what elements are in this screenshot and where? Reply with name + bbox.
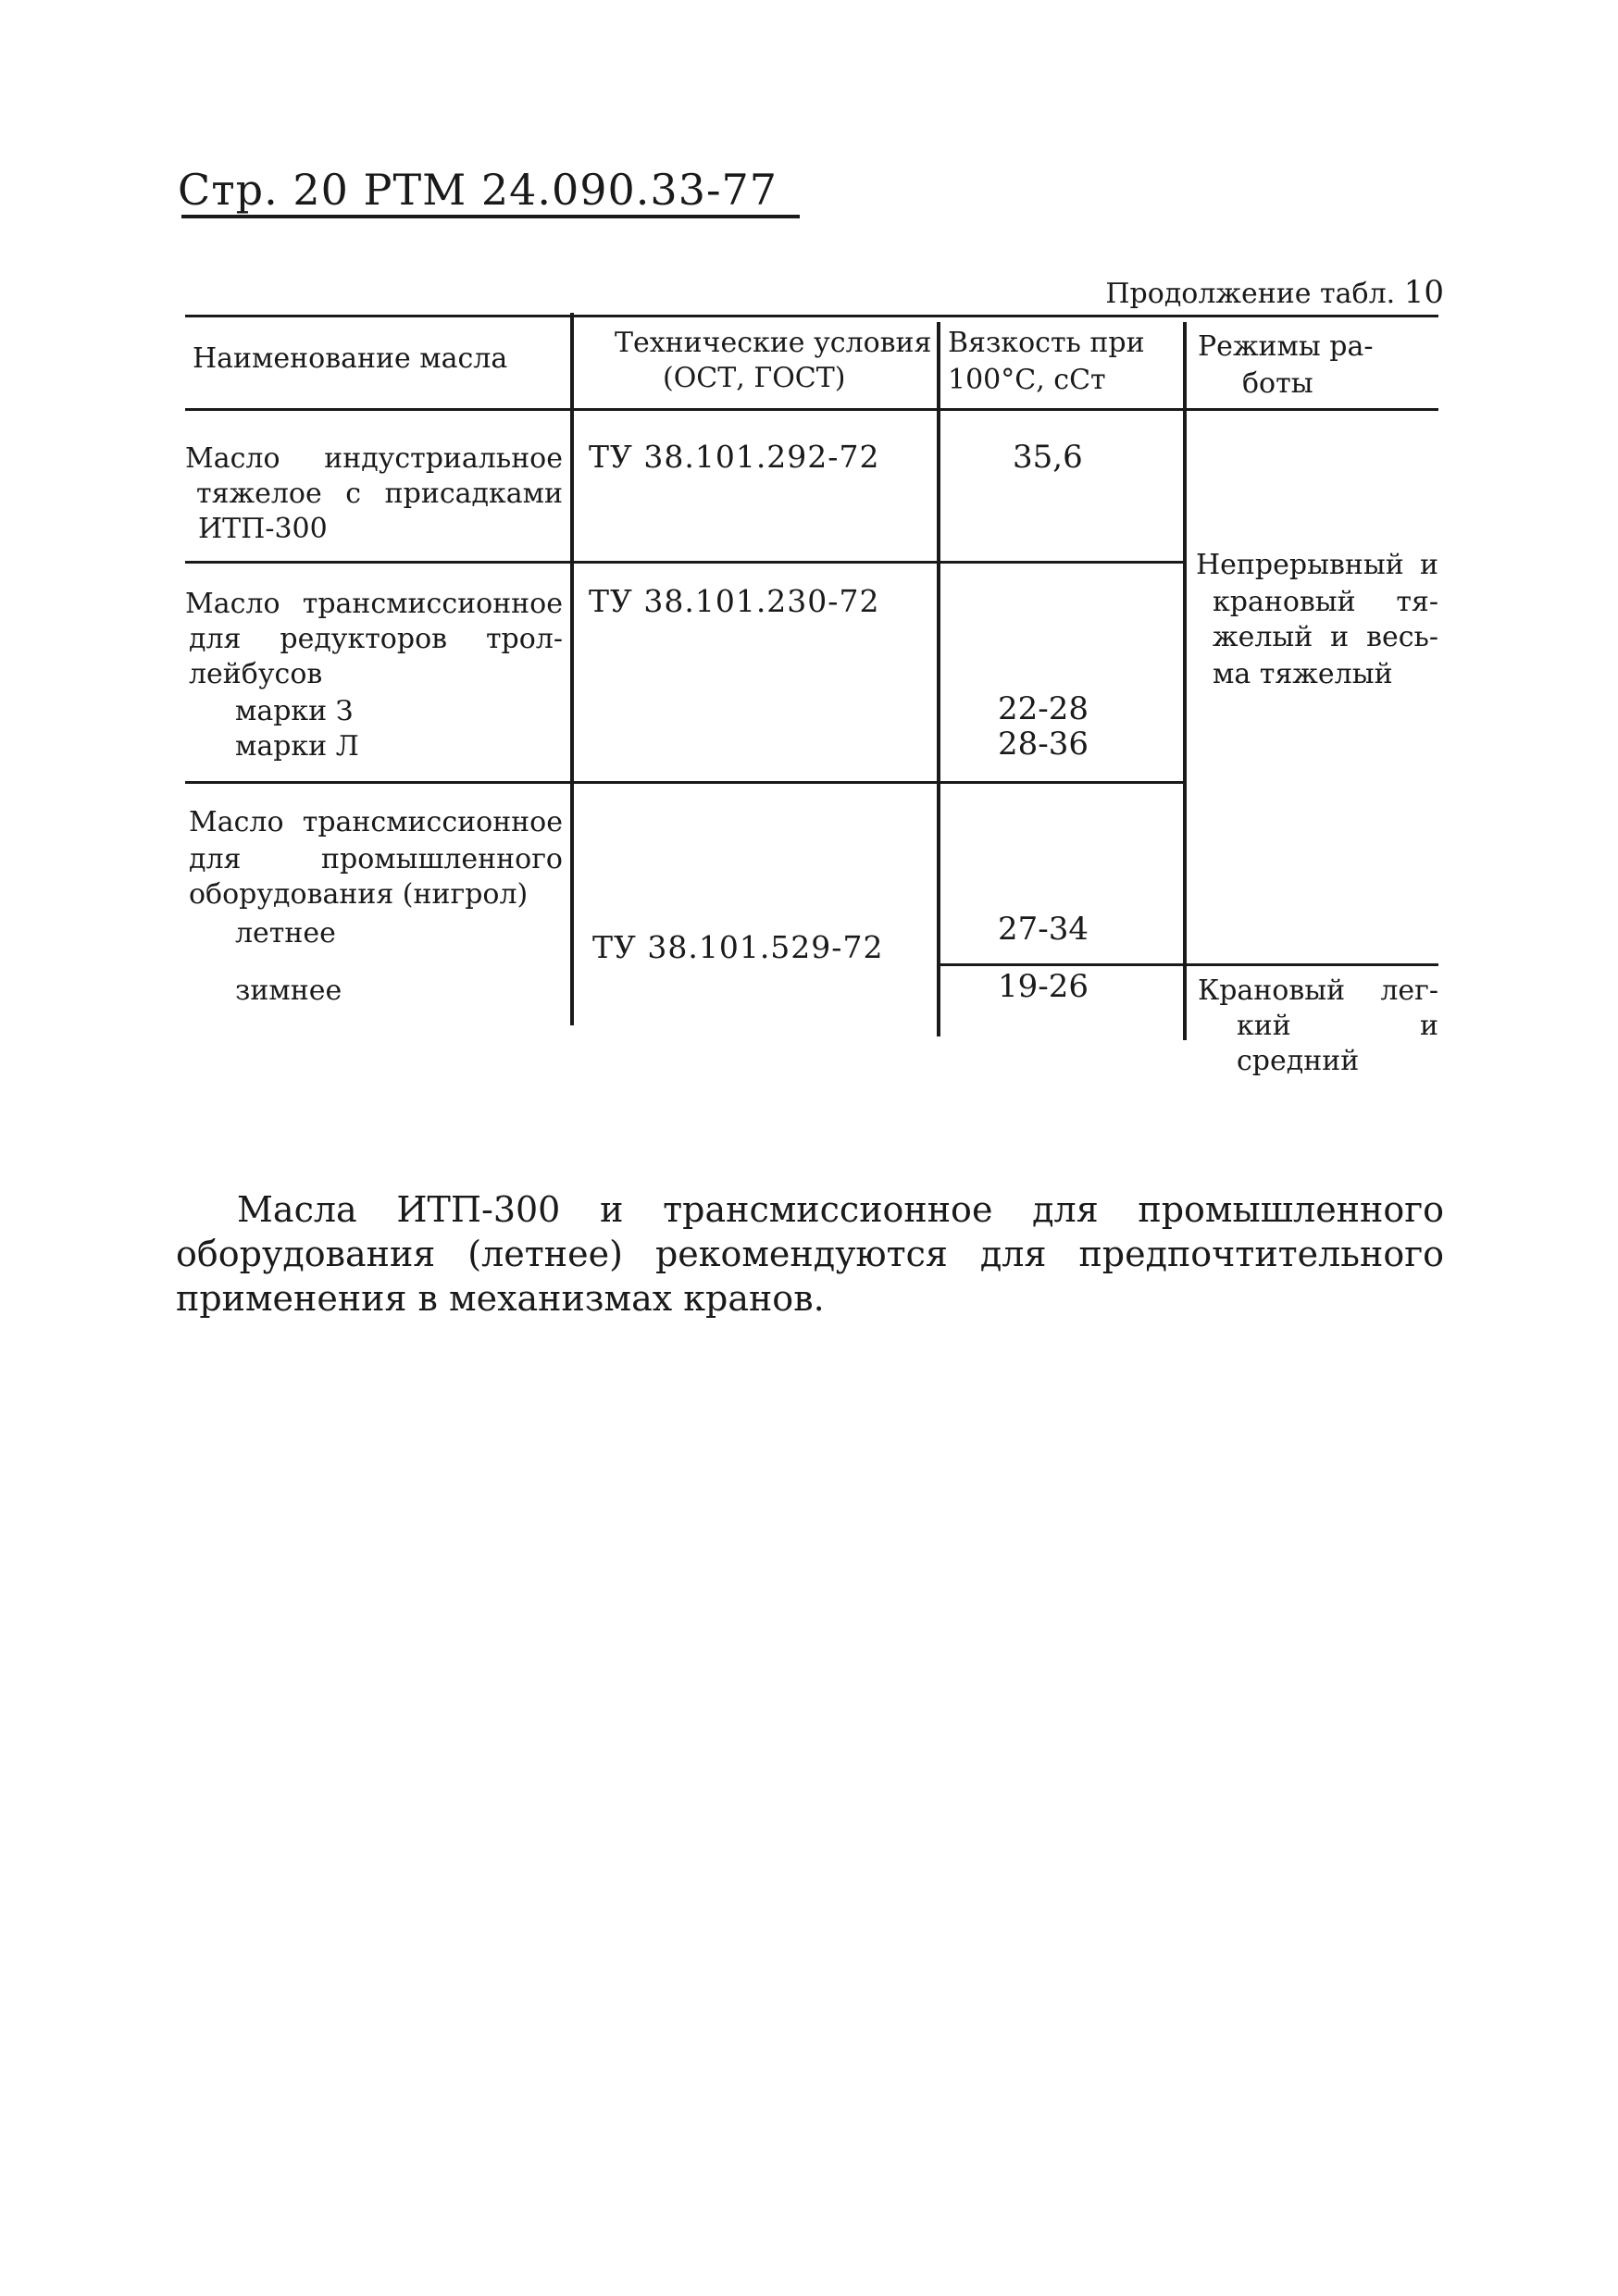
row3-spec: ТУ 38.101.529-72 [592,929,884,965]
row2-name-line3: лейбусов [189,658,323,690]
paragraph-line-1: Масла ИТП-300 и трансмиссионное для промышленного [237,1189,1444,1230]
page-title: Стр. 20 РТМ 24.090.33-77 [178,165,778,215]
header-viscosity-line2: 100°С, сСт [948,364,1106,396]
row3-name-line3: оборудования (нигрол) [189,878,529,911]
header-specs-line1: Технические условия [615,327,932,359]
row1-name-line2: тяжелое с присадками [196,478,563,510]
table-top-rule [185,315,1438,317]
header-name: Наименование масла [193,342,508,375]
row3-sub2-label: зимнее [235,974,342,1007]
row3-sub1-label: летнее [235,917,336,949]
mode-split-rule [939,963,1438,966]
table-continuation-label [1105,274,1444,311]
col-divider-spec-viscosity [937,322,940,1036]
mode-heavy-line3: желый и весь- [1213,621,1438,653]
row3-sub1-viscosity: 27-34 [998,911,1089,948]
row2-sub1-label: марки З [235,695,354,727]
row2-spec: ТУ 38.101.230-72 [589,583,880,619]
header-mode-line2: боты [1242,367,1313,400]
col-divider-name-spec [570,313,574,1025]
row2-sub1-viscosity: 22-28 [998,690,1089,727]
row3-name-line2: для промышленного [189,843,563,875]
row1-bottom-rule [185,561,1187,564]
row1-name-line3: ИТП-300 [198,513,328,545]
page-title-underline [181,215,800,218]
row2-name-line1: Масло трансмиссионное [185,588,563,620]
row2-name-line2: для редукторов трол- [189,623,563,655]
row2-sub2-label: марки Л [235,730,359,763]
mode-heavy-line4: ма тяжелый [1213,658,1393,690]
mode-light-line1: Крановый лег- [1198,974,1438,1007]
continuation-text: Продолжение табл. [1105,278,1396,310]
header-specs-line2: (ОСТ, ГОСТ) [663,362,846,394]
header-viscosity-line1: Вязкость при [948,327,1145,359]
row1-spec: ТУ 38.101.292-72 [589,439,880,475]
row3-sub2-viscosity: 19-26 [998,968,1089,1005]
paragraph-line-2: оборудования (летнее) рекомендуются для предпочтительного [176,1234,1444,1274]
table-header-rule [185,408,1438,411]
row1-name-line1: Масло индустриальное [185,442,563,475]
row2-bottom-rule [185,781,1187,784]
mode-heavy-line2: крановый тя- [1213,586,1438,618]
paragraph-line-3: применения в механизмах кранов. [176,1278,825,1319]
header-mode-line1: Режимы ра- [1198,330,1374,363]
row1-viscosity: 35,6 [1013,439,1083,476]
row2-sub2-viscosity: 28-36 [998,726,1089,763]
col-divider-viscosity-mode [1183,322,1187,1040]
row3-name-line1: Масло трансмиссионное [189,806,563,838]
mode-light-line2: кий и средний [1237,1010,1438,1077]
mode-heavy-line1: Непрерывный и [1196,549,1438,581]
continuation-table-number: 10 [1403,274,1444,311]
